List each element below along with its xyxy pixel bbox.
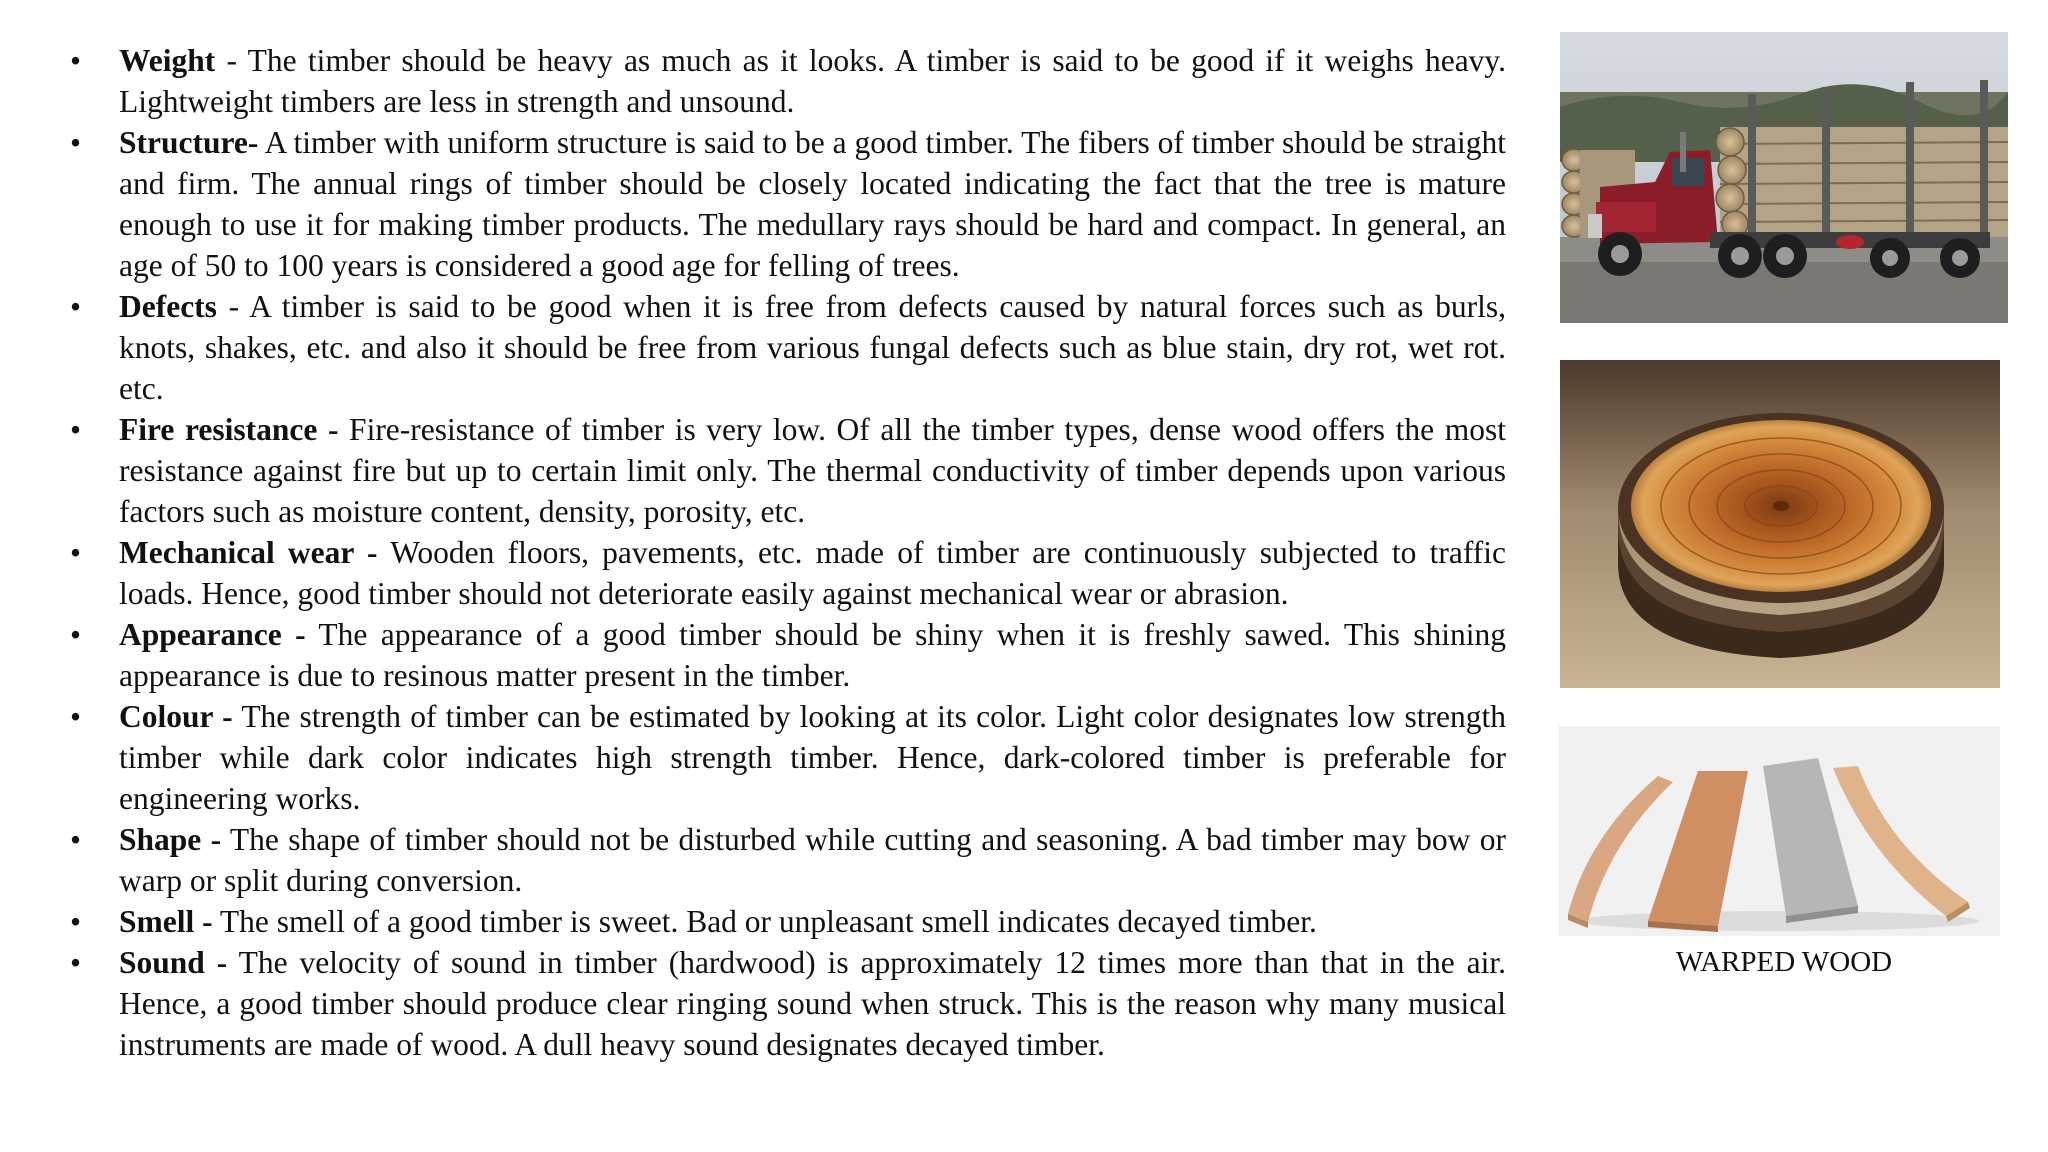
item-separator [221,822,230,857]
bullet-icon: • [70,535,82,570]
bullet-icon: • [70,617,82,652]
item-separator [306,617,319,652]
item-separator [338,412,349,447]
warped-boards-illustration [1558,726,2000,936]
item-term: Mechanical wear - [119,535,378,570]
list-item [70,122,1506,286]
item-text: Wooden floors, pavements, etc. made of timber are continuously subjected to traffic loads. Hence, good timber should not deteriorate easily against mechanical wear or abrasion. [119,535,1506,611]
item-term: Appearance - [119,617,306,652]
bullet-icon: • [70,125,82,160]
item-text: A timber is said to be good when it is free from defects caused by natural forces such as burls, knots, shakes, etc. and also it should be free from various fungal defects such as blue stain, dry rot, wet rot. etc. [119,289,1506,406]
item-term: Fire resistance - [119,412,339,447]
item-separator: - [215,43,248,78]
item-separator: - [216,289,250,324]
list-item [70,942,1506,1065]
item-separator [378,535,391,570]
bullet-icon: • [70,904,82,939]
item-text: The timber should be heavy as much as it looks. A timber is said to be good if it weighs heavy. Lightweight timbers are less in strength and unsound. [119,43,1507,119]
item-term: Structure- [119,125,259,160]
item-text: The shape of timber should not be disturbed while cutting and seasoning. A bad timber may bow or warp or split during conversion. [119,822,1506,898]
list-item [70,286,1506,409]
item-term: Sound - [119,945,228,980]
item-text: The smell of a good timber is sweet. Bad or unpleasant smell indicates decayed timber. [219,904,1317,939]
timber-properties-list [70,40,1506,1065]
list-item [70,532,1506,614]
timber-disc-illustration [1560,360,2000,688]
bullet-icon: • [70,412,82,447]
item-text: The strength of timber can be estimated by looking at its color. Light color designates low strength timber while dark color indicates high strength timber. Hence, dark-colored timber is preferable for engineering works. [119,699,1506,816]
list-item [70,696,1506,819]
list-item [70,901,1506,942]
list-item [70,614,1506,696]
bullet-icon: • [70,822,82,857]
item-term: Smell - [119,904,213,939]
list-item [70,819,1506,901]
warped-wood-photo [1558,726,2000,936]
item-separator [233,699,242,734]
timber-cross-section-photo [1560,360,2000,688]
item-term: Colour - [119,699,233,734]
item-text: The appearance of a good timber should be shiny when it is freshly sawed. This shining appearance is due to resinous matter present in the timber. [119,617,1506,693]
log-truck-illustration [1560,32,2008,323]
bullet-icon: • [70,699,82,734]
item-separator [213,904,220,939]
bullet-icon: • [70,289,82,324]
item-text: Fire-resistance of timber is very low. Of all the timber types, dense wood offers the most resistance against fire but up to certain limit only. The thermal conductivity of timber depends upon various factors such as moisture content, density, porosity, etc. [119,412,1506,529]
item-term: Shape - [119,822,222,857]
bullet-icon: • [70,945,82,980]
item-separator [227,945,238,980]
log-truck-photo [1560,32,2008,323]
item-term: Defects [119,289,217,324]
item-term: Weight [119,43,216,78]
item-text: A timber with uniform structure is said to be a good timber. The fibers of timber should be straight and firm. The annual rings of timber should be closely located indicating the fact that the tree is mature enough to use it for making timber products. The medullary rays should be hard and compact. In general, an age of 50 to 100 years is considered a good age for felling of trees. [119,125,1506,283]
warped-wood-caption: WARPED WOOD [1675,946,1893,978]
item-text: The velocity of sound in timber (hardwood) is approximately 12 times more than that in the air. Hence, a good timber should produce clear ringing sound when struck. This is the reason why many musical instruments are made of wood. A dull heavy sound designates decayed timber. [119,945,1506,1062]
bullet-icon: • [70,43,82,78]
list-item [70,409,1506,532]
list-item [70,40,1506,122]
